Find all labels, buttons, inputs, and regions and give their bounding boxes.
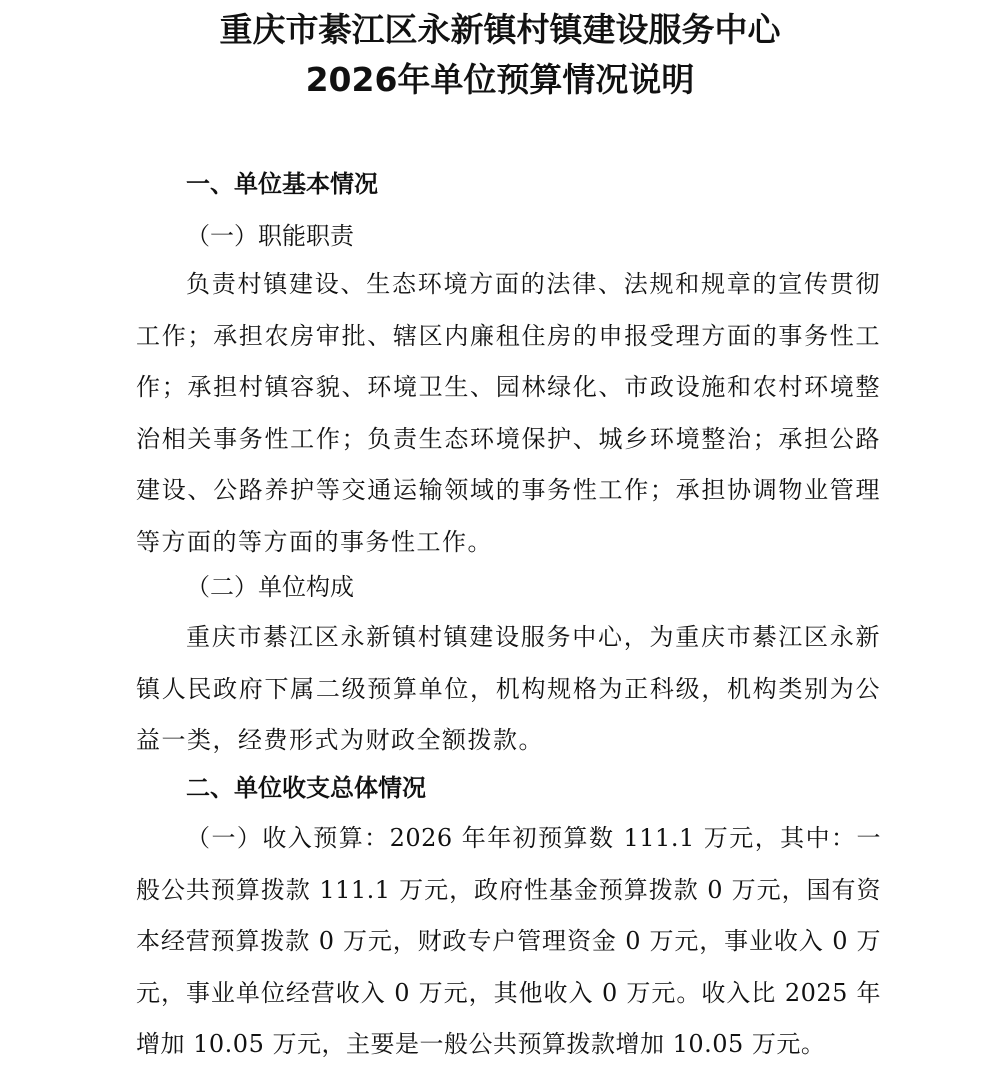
subsection-heading-composition: （二）单位构成	[186, 573, 354, 601]
paragraph-composition: 重庆市綦江区永新镇村镇建设服务中心，为重庆市綦江区永新镇人民政府下属二级预算单位，机构规格为正科级，机构类别为公益一类，经费形式为财政全额拨款。	[136, 623, 881, 754]
paragraph-duties: 负责村镇建设、生态环境方面的法律、法规和规章的宣传贯彻工作；承担农房审批、辖区内廉租住房的申报受理方面的事务性工作；承担村镇容貌、环境卫生、园林绿化、市政设施和农村环境整治相关事务性工作；负责生态环境保护、城乡环境整治；承担公路建设、公路养护等交通运输领域的事务性工作；承担协调物业管理等方面的等方面的事务性工作。	[136, 270, 881, 556]
document-title-line2: 2026年单位预算情况说明	[305, 60, 695, 99]
section-heading-basic-info: 一、单位基本情况	[186, 170, 378, 198]
document-title-line1: 重庆市綦江区永新镇村镇建设服务中心	[219, 10, 781, 49]
paragraph-income-budget: （一）收入预算：2026 年年初预算数 111.1 万元，其中：一般公共预算拨款 111.1 万元，政府性基金预算拨款 0 万元，国有资本经营预算拨款 0 万元，财政专户管理资金 0 万元，事业收入 0 万元，事业单位经营收入 0 万元，其他收入 0 万元。收入比 2025 年增加 10.05 万元，主要是一般公共预算拨款增加 10.05 万元。	[136, 824, 881, 1058]
section-heading-budget-overview: 二、单位收支总体情况	[186, 774, 426, 802]
subsection-heading-duties: （一）职能职责	[186, 222, 354, 250]
